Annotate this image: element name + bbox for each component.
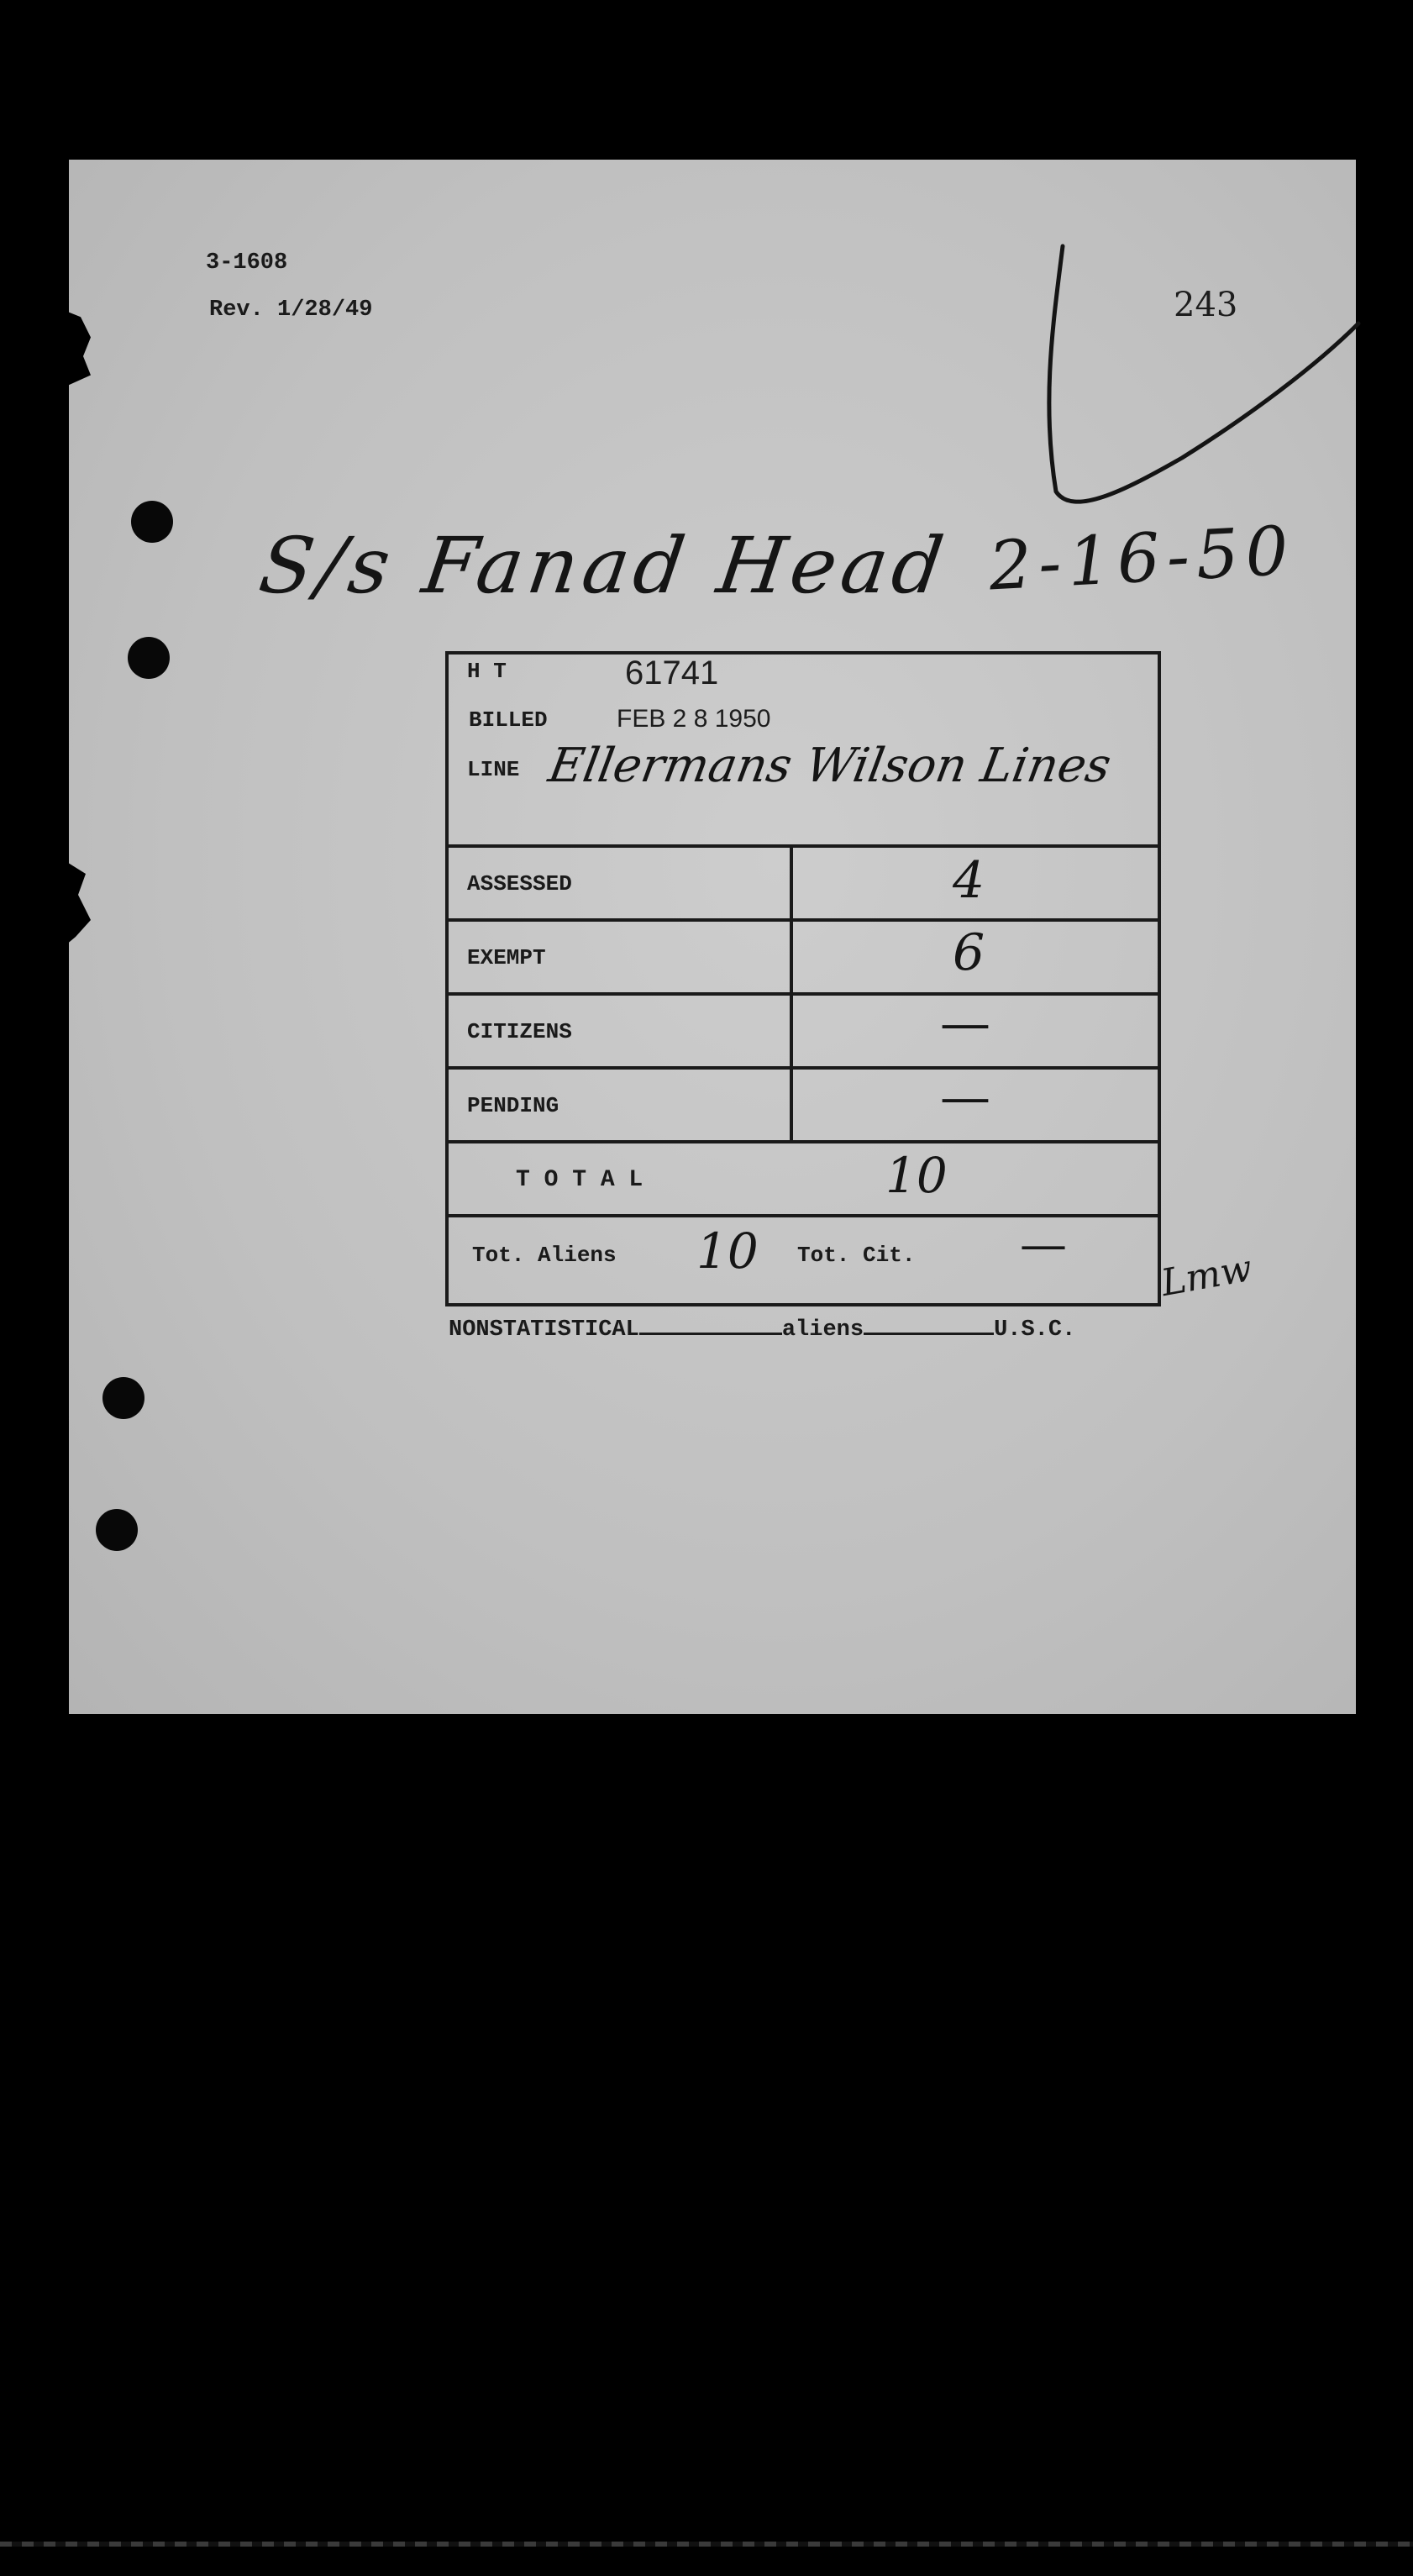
exempt-value: 6	[953, 923, 985, 982]
citizens-label: CITIZENS	[467, 1019, 572, 1044]
row-divider	[449, 844, 1158, 848]
nonstatistical-usc-blank	[864, 1329, 994, 1335]
punch-hole	[96, 1509, 138, 1551]
initials: Lmw	[1158, 1246, 1256, 1306]
billed-date: FEB 2 8 1950	[617, 705, 771, 733]
punch-hole	[102, 1377, 144, 1419]
line-label: LINE	[467, 757, 520, 782]
assessed-label: ASSESSED	[467, 871, 572, 896]
billed-label: BILLED	[469, 707, 548, 733]
assessed-value: 4	[953, 851, 985, 910]
pending-value: —	[940, 1068, 990, 1127]
line-value: Ellermans Wilson Lines	[544, 739, 1116, 793]
check-mark-icon	[964, 239, 1367, 525]
form-revision: Rev. 1/28/49	[209, 297, 373, 323]
punch-hole	[131, 501, 173, 543]
row-divider	[449, 1066, 1158, 1070]
edge-tear	[66, 311, 91, 386]
nonstatistical-aliens-label: aliens	[781, 1317, 864, 1343]
tot-cit-value: —	[1020, 1217, 1067, 1272]
total-value: 10	[885, 1147, 948, 1204]
ht-label: H T	[467, 659, 507, 684]
row-divider	[449, 918, 1158, 922]
punch-hole	[128, 637, 170, 679]
manifest-form	[445, 651, 1161, 1306]
citizens-value: —	[940, 994, 990, 1053]
nonstatistical-usc-label: U.S.C.	[994, 1317, 1076, 1343]
page-number: 243	[1174, 286, 1238, 324]
form-number: 3-1608	[206, 250, 288, 276]
arrival-date: 2-16-50	[986, 511, 1297, 606]
tot-aliens-label: Tot. Aliens	[472, 1243, 617, 1268]
tot-aliens-value: 10	[696, 1222, 759, 1280]
film-edge	[0, 2542, 1413, 2547]
document-page	[69, 160, 1356, 1714]
total-label: T O T A L	[516, 1167, 643, 1193]
column-divider	[790, 844, 793, 1142]
row-divider	[449, 1140, 1158, 1143]
exempt-label: EXEMPT	[467, 945, 546, 970]
nonstatistical-label: NONSTATISTICAL	[449, 1317, 639, 1343]
nonstatistical-line	[449, 1317, 1075, 1343]
edge-tear	[66, 861, 91, 945]
row-divider	[449, 992, 1158, 996]
ht-number: 61741	[625, 655, 719, 691]
nonstatistical-aliens-blank	[639, 1329, 782, 1335]
pending-label: PENDING	[467, 1093, 559, 1118]
vessel-name: S/s Fanad Head	[254, 521, 954, 611]
tot-cit-label: Tot. Cit.	[797, 1243, 916, 1268]
